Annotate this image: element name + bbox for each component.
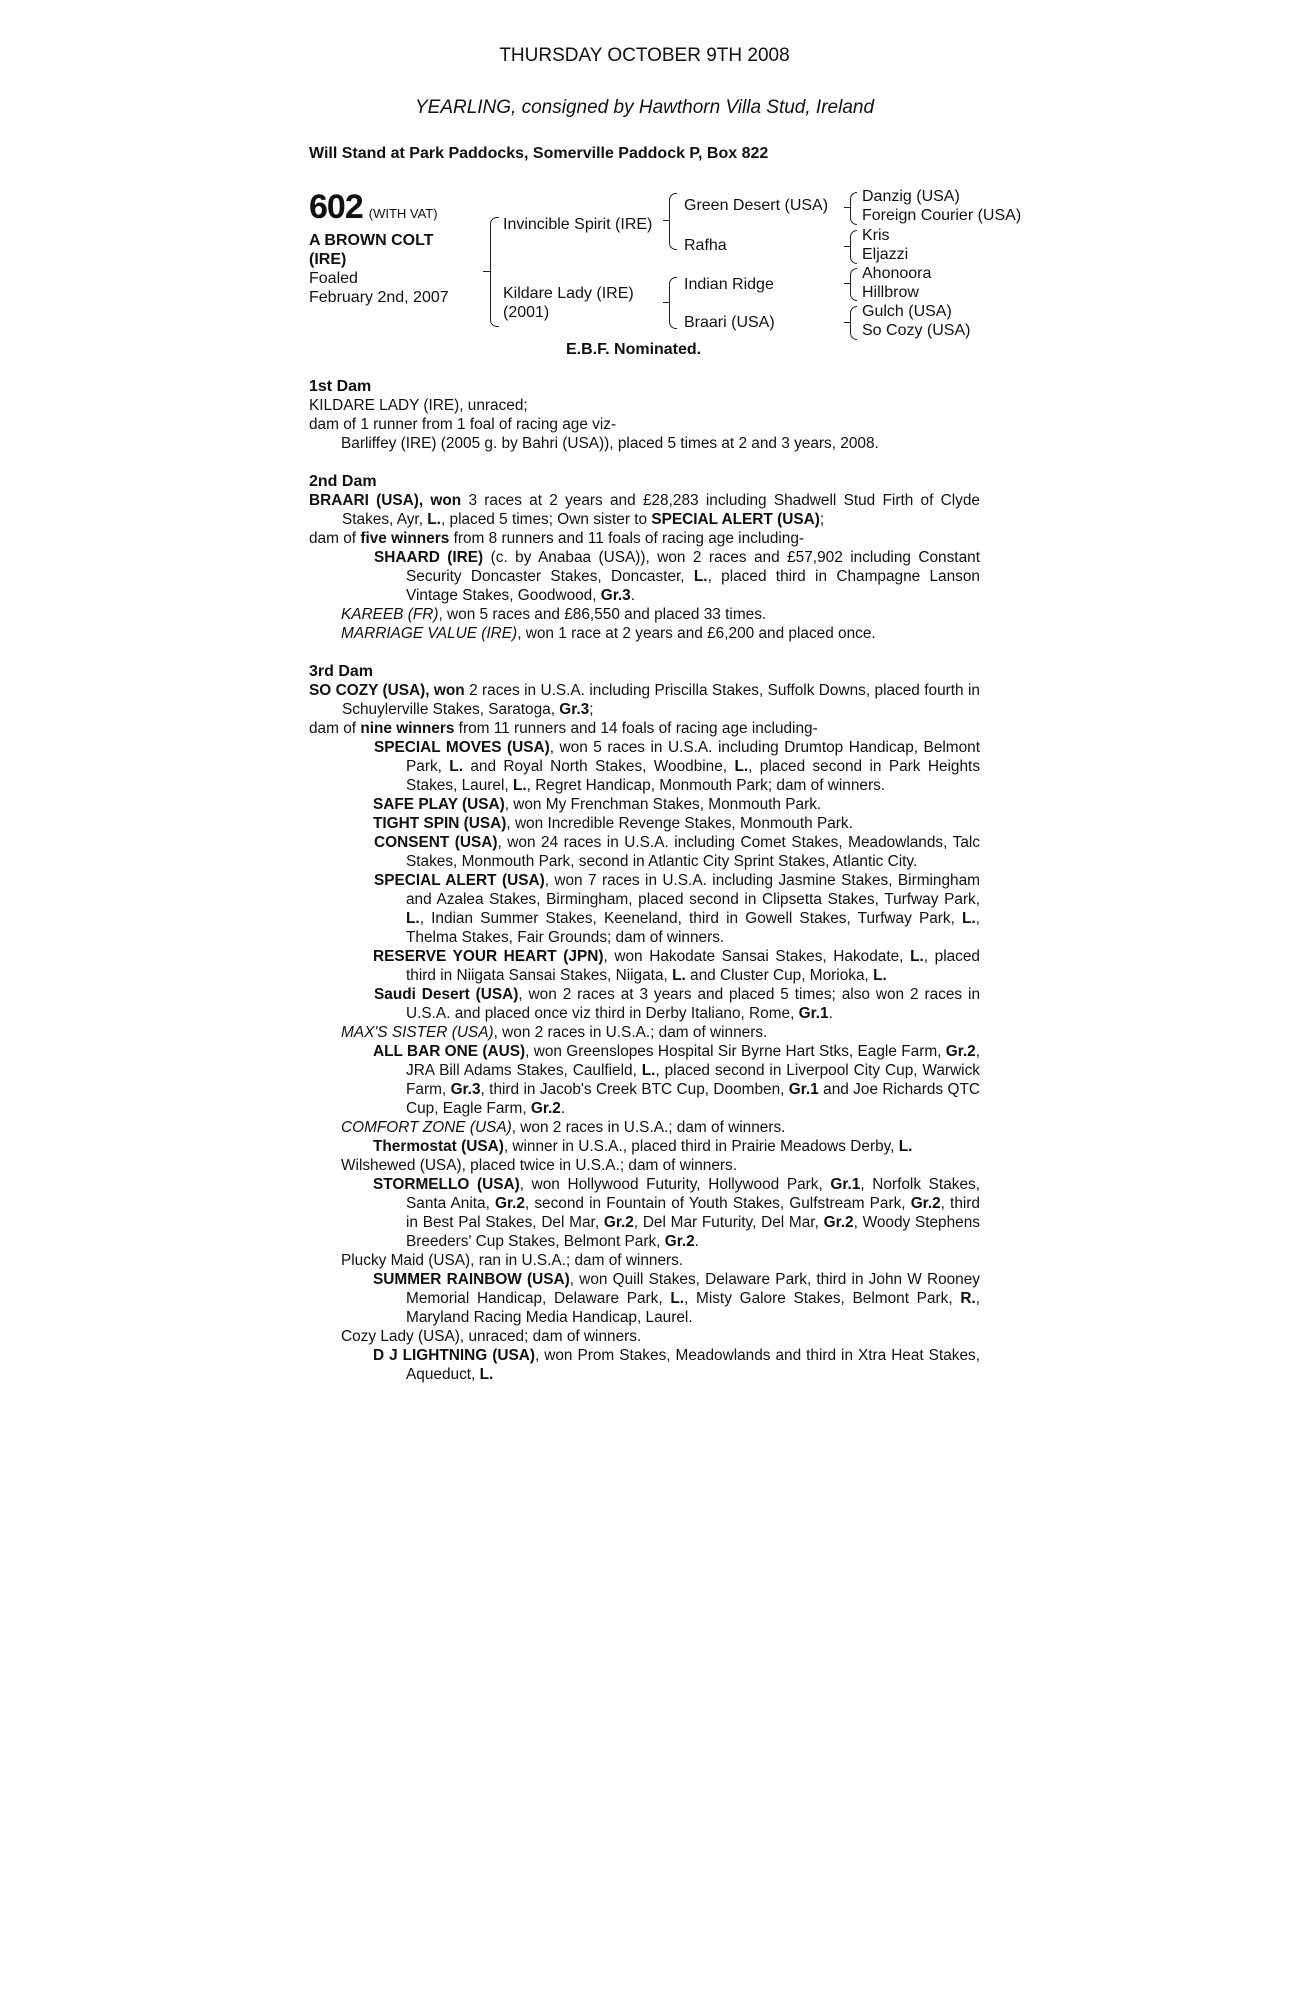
pedigree-dam: Kildare Lady (IRE) (503, 285, 634, 302)
progeny-safe-play: SAFE PLAY (USA), won My Frenchman Stakes, Monmouth Park. (373, 796, 822, 813)
pedigree-brace-6-tick (844, 283, 851, 284)
pedigree-brace-4-tick (844, 207, 851, 208)
lot-country: (IRE) (309, 251, 347, 268)
progeny-summer-rainbow: SUMMER RAINBOW (USA), won Quill Stakes, Delaware Park, third in John W Rooney Memorial Handicap, Delaware Park, L., Misty Galore Stakes, Belmont Park, R., Maryland Racing Media Handicap, Laurel. (373, 1271, 980, 1326)
progeny-comfort-zone: COMFORT ZONE (USA), won 2 races in U.S.A.; dam of winners. (341, 1119, 786, 1136)
progeny-stormello: STORMELLO (USA), won Hollywood Futurity, Hollywood Park, Gr.1, Norfolk Stakes, Santa Anita, Gr.2, second in Fountain of Youth Stakes, Gulfstream Park, Gr.2, third in Best Pal Stakes, Del Mar, Gr.2, Del Mar Futurity, Del Mar, Gr.2, Woody Stephens Breeders' Cup Stakes, Belmont Park, Gr.2. (373, 1176, 980, 1250)
pedigree-brace-7 (850, 306, 857, 340)
progeny-marriage-value: MARRIAGE VALUE (IRE), won 1 race at 2 years and £6,200 and placed once. (341, 625, 876, 642)
ebf-nomination: E.B.F. Nominated. (566, 341, 702, 358)
first-dam-heading: 1st Dam (309, 378, 372, 395)
progeny-saudi-desert: Saudi Desert (USA), won 2 races at 3 years and placed 5 times; also won 2 races in U.S.A. and placed once viz third in Derby Italiano, Rome, Gr.1. (374, 986, 980, 1022)
progeny-thermostat: Thermostat (USA), winner in U.S.A., placed third in Prairie Meadows Derby, L. (373, 1138, 913, 1155)
pedigree-brace-2-tick (663, 220, 670, 221)
progeny-kareeb: KAREEB (FR), won 5 races and £86,550 and placed 33 times. (341, 606, 767, 623)
pedigree-g2: Foreign Courier (USA) (862, 207, 1022, 224)
pedigree-g1: Danzig (USA) (862, 188, 960, 205)
lot-description: A BROWN COLT (309, 232, 434, 249)
progeny-reserve-your-heart: RESERVE YOUR HEART (JPN), won Hakodate Sansai Stakes, Hakodate, L., placed third in Niigata Sansai Stakes, Niigata, L. and Cluster Cup, Morioka, L. (373, 948, 980, 984)
catalogue-body (309, 377, 980, 1384)
pedigree-g4: Eljazzi (862, 246, 909, 263)
pedigree-brace-3-tick (663, 302, 670, 303)
pedigree-brace-1 (490, 217, 499, 327)
third-dam-record: dam of nine winners from 11 runners and 14 foals of racing age including- (309, 720, 818, 737)
pedigree-sire: Invincible Spirit (IRE) (503, 216, 653, 233)
foaled-label: Foaled (309, 270, 358, 287)
progeny-shaard: SHAARD (IRE) (c. by Anabaa (USA)), won 2 races and £57,902 including Constant Security Doncaster Stakes, Doncaster, L., placed third in Champagne Lanson Vintage Stakes, Goodwood, Gr.3. (374, 549, 980, 604)
pedigree-sire-dam: Rafha (684, 237, 727, 254)
first-dam-record: dam of 1 runner from 1 foal of racing age viz- (309, 416, 617, 433)
pedigree-dam-sire: Indian Ridge (684, 276, 774, 293)
pedigree-brace-2 (669, 193, 677, 250)
pedigree-sire-sire: Green Desert (USA) (684, 197, 829, 214)
third-dam-entry: SO COZY (USA), won 2 races in U.S.A. including Priscilla Stakes, Suffolk Downs, placed fourth in Schuylerville Stakes, Saratoga, Gr.3; (309, 682, 980, 718)
second-dam-record: dam of five winners from 8 runners and 11 foals of racing age including- (309, 530, 805, 547)
progeny-wilshewed: Wilshewed (USA), placed twice in U.S.A.; dam of winners. (341, 1157, 738, 1174)
pedigree-g6: Hillbrow (862, 284, 919, 301)
pedigree-brace-4 (850, 192, 857, 225)
progeny-all-bar-one: ALL BAR ONE (AUS), won Greenslopes Hospital Sir Byrne Hart Stks, Eagle Farm, Gr.2, JRA Bill Adams Stakes, Caulfield, L., placed second in Liverpool City Cup, Warwick Farm, Gr.3, third in Jacob's Creek BTC Cup, Doomben, Gr.1 and Joe Richards QTC Cup, Eagle Farm, Gr.2. (373, 1043, 980, 1117)
progeny-maxs-sister: MAX'S SISTER (USA), won 2 races in U.S.A.; dam of winners. (341, 1024, 768, 1041)
progeny-dj-lightning: D J LIGHTNING (USA), won Prom Stakes, Meadowlands and third in Xtra Heat Stakes, Aqueduct, L. (373, 1347, 981, 1383)
first-dam-progeny: Barliffey (IRE) (2005 g. by Bahri (USA)), placed 5 times at 2 and 3 years, 2008. (341, 435, 879, 452)
pedigree-g7: Gulch (USA) (862, 303, 952, 320)
pedigree-dam-dam: Braari (USA) (684, 314, 775, 331)
pedigree-g8: So Cozy (USA) (862, 322, 971, 339)
pedigree-g3: Kris (862, 227, 890, 244)
progeny-cozy-lady: Cozy Lady (USA), unraced; dam of winners. (341, 1328, 642, 1345)
progeny-tight-spin: TIGHT SPIN (USA), won Incredible Revenge Stakes, Monmouth Park. (373, 815, 853, 832)
pedigree-brace-5-tick (844, 246, 851, 247)
lot-info (309, 190, 449, 307)
progeny-special-alert: SPECIAL ALERT (USA), won 7 races in U.S.A. including Jasmine Stakes, Birmingham and Azalea Stakes, Birmingham, placed second in Clipsetta Stakes, Turfway Park, L., Indian Summer Stakes, Keeneland, third in Gowell Stakes, Turfway Park, L., Thelma Stakes, Fair Grounds; dam of winners. (374, 872, 980, 946)
pedigree-brace-6 (850, 268, 857, 301)
progeny-plucky-maid: Plucky Maid (USA), ran in U.S.A.; dam of winners. (341, 1252, 684, 1269)
pedigree-dam-year: (2001) (503, 304, 550, 321)
progeny-special-moves: SPECIAL MOVES (USA), won 5 races in U.S.A. including Drumtop Handicap, Belmont Park, L. and Royal North Stakes, Woodbine, L., placed second in Park Heights Stakes, Laurel, L., Regret Handicap, Monmouth Park; dam of winners. (374, 739, 981, 794)
lot-number: 602 (309, 188, 363, 226)
pedigree-brace-3 (669, 277, 677, 329)
sale-date: THURSDAY OCTOBER 9TH 2008 (499, 45, 790, 66)
third-dam-heading: 3rd Dam (309, 663, 374, 680)
vat-note: (WITH VAT) (368, 206, 438, 221)
consignment-line: YEARLING, consigned by Hawthorn Villa Stud, Ireland (414, 97, 875, 118)
pedigree-brace-1-tick (483, 271, 490, 272)
progeny-consent: CONSENT (USA), won 24 races in U.S.A. including Comet Stakes, Meadowlands, Talc Stakes, Monmouth Park, second in Atlantic City Sprint Stakes, Atlantic City. (374, 834, 980, 870)
second-dam-heading: 2nd Dam (309, 473, 377, 490)
stand-location: Will Stand at Park Paddocks, Somerville Paddock P, Box 822 (309, 145, 769, 162)
pedigree-g5: Ahonoora (862, 265, 932, 282)
pedigree-brace-7-tick (844, 322, 851, 323)
first-dam-line: KILDARE LADY (IRE), unraced; (309, 397, 528, 414)
foaled-date: February 2nd, 2007 (309, 289, 449, 306)
pedigree-brace-5 (850, 230, 857, 264)
second-dam-entry: BRAARI (USA), won 3 races at 2 years and £28,283 including Shadwell Stud Firth of Clyde Stakes, Ayr, L., placed 5 times; Own sister to SPECIAL ALERT (USA); (309, 492, 980, 528)
